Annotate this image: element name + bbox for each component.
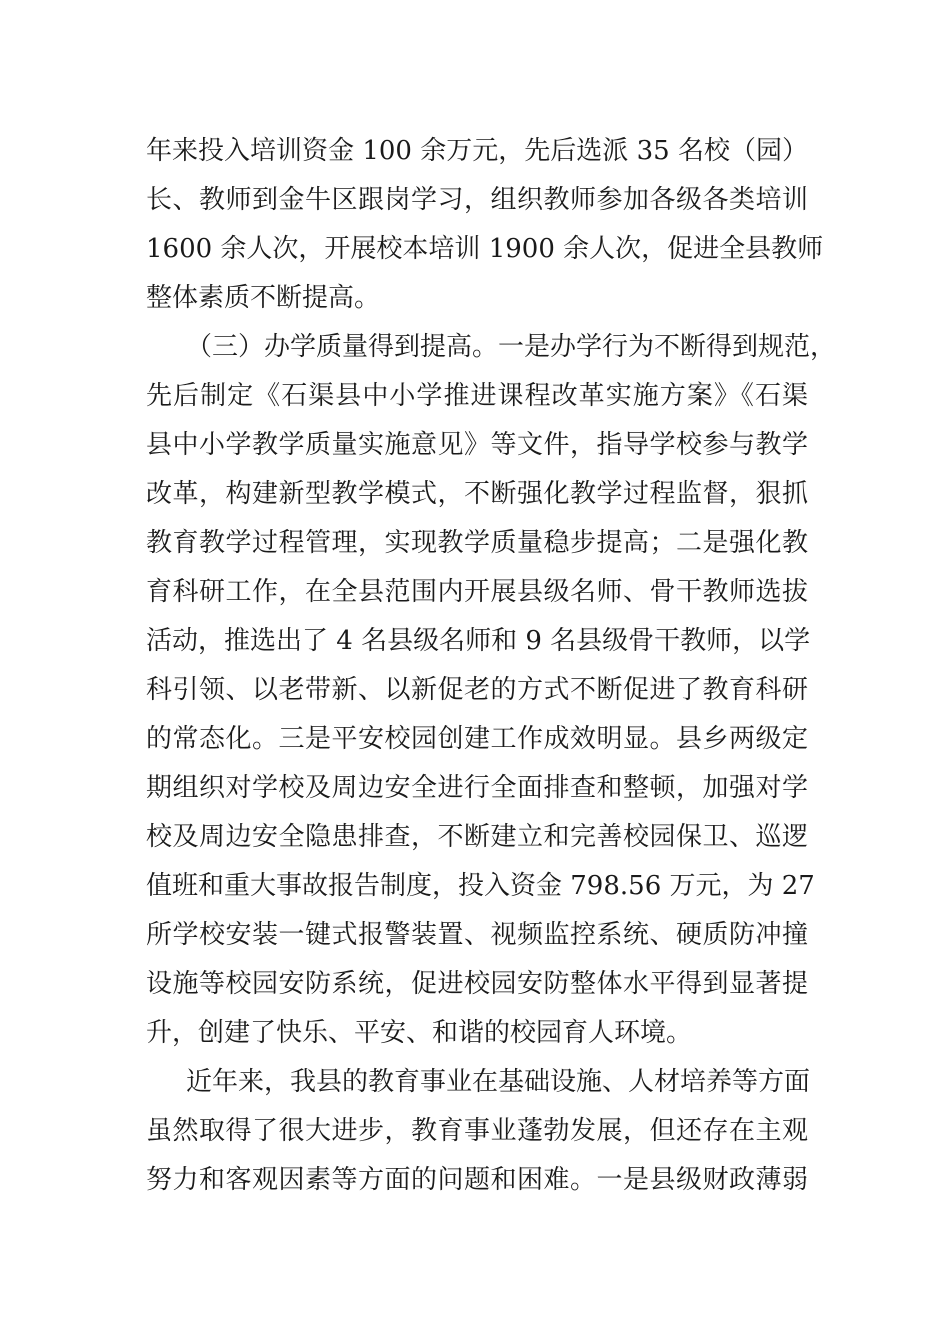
text-line: 整体素质不断提高。 bbox=[146, 283, 381, 313]
text-line: 期组织对学校及周边安全进行全面排查和整顿，加强对学 bbox=[146, 773, 808, 803]
text-line: 校及周边安全隐患排查，不断建立和完善校园保卫、巡逻 bbox=[146, 822, 808, 852]
text-line: 所学校安装一键式报警装置、视频监控系统、硬质防冲撞 bbox=[146, 920, 808, 950]
text-line: 育科研工作，在全县范围内开展县级名师、骨干教师选拔 bbox=[146, 577, 808, 607]
text-line: 虽然取得了很大进步，教育事业蓬勃发展，但还存在主观 bbox=[146, 1116, 808, 1146]
text-line: 先后制定《石渠县中小学推进课程改革实施方案》《石渠 bbox=[146, 381, 808, 411]
text-line: 改革，构建新型教学模式，不断强化教学过程监督，狠抓 bbox=[146, 479, 808, 509]
paragraph-heading-line: （三）办学质量得到提高。一是办学行为不断得到规范， bbox=[186, 332, 837, 362]
text-line: 县中小学教学质量实施意见》等文件，指导学校参与教学 bbox=[146, 430, 808, 460]
text-line: 长、教师到金牛区跟岗学习，组织教师参加各级各类培训 bbox=[146, 185, 808, 215]
text-line: 年来投入培训资金 100 余万元，先后选派 35 名校（园） bbox=[146, 136, 808, 166]
text-line: 升，创建了快乐、平安、和谐的校园育人环境。 bbox=[146, 1018, 693, 1048]
text-line: 活动，推选出了 4 名县级名师和 9 名县级骨干教师，以学 bbox=[146, 626, 811, 656]
text-line: 设施等校园安防系统，促进校园安防整体水平得到显著提 bbox=[146, 969, 808, 999]
text-line: 1600 余人次，开展校本培训 1900 余人次，促进全县教师 bbox=[146, 234, 824, 264]
text-line: 值班和重大事故报告制度，投入资金 798.56 万元，为 27 bbox=[146, 871, 815, 901]
text-line: 科引领、以老带新、以新促老的方式不断促进了教育科研 bbox=[146, 675, 808, 705]
text-line: 的常态化。三是平安校园创建工作成效明显。县乡两级定 bbox=[146, 724, 808, 754]
text-line: 教育教学过程管理，实现教学质量稳步提高；二是强化教 bbox=[146, 528, 808, 558]
text-line: 努力和客观因素等方面的问题和困难。一是县级财政薄弱 bbox=[146, 1165, 808, 1195]
paragraph-start-line: 近年来，我县的教育事业在基础设施、人材培养等方面 bbox=[186, 1067, 811, 1097]
